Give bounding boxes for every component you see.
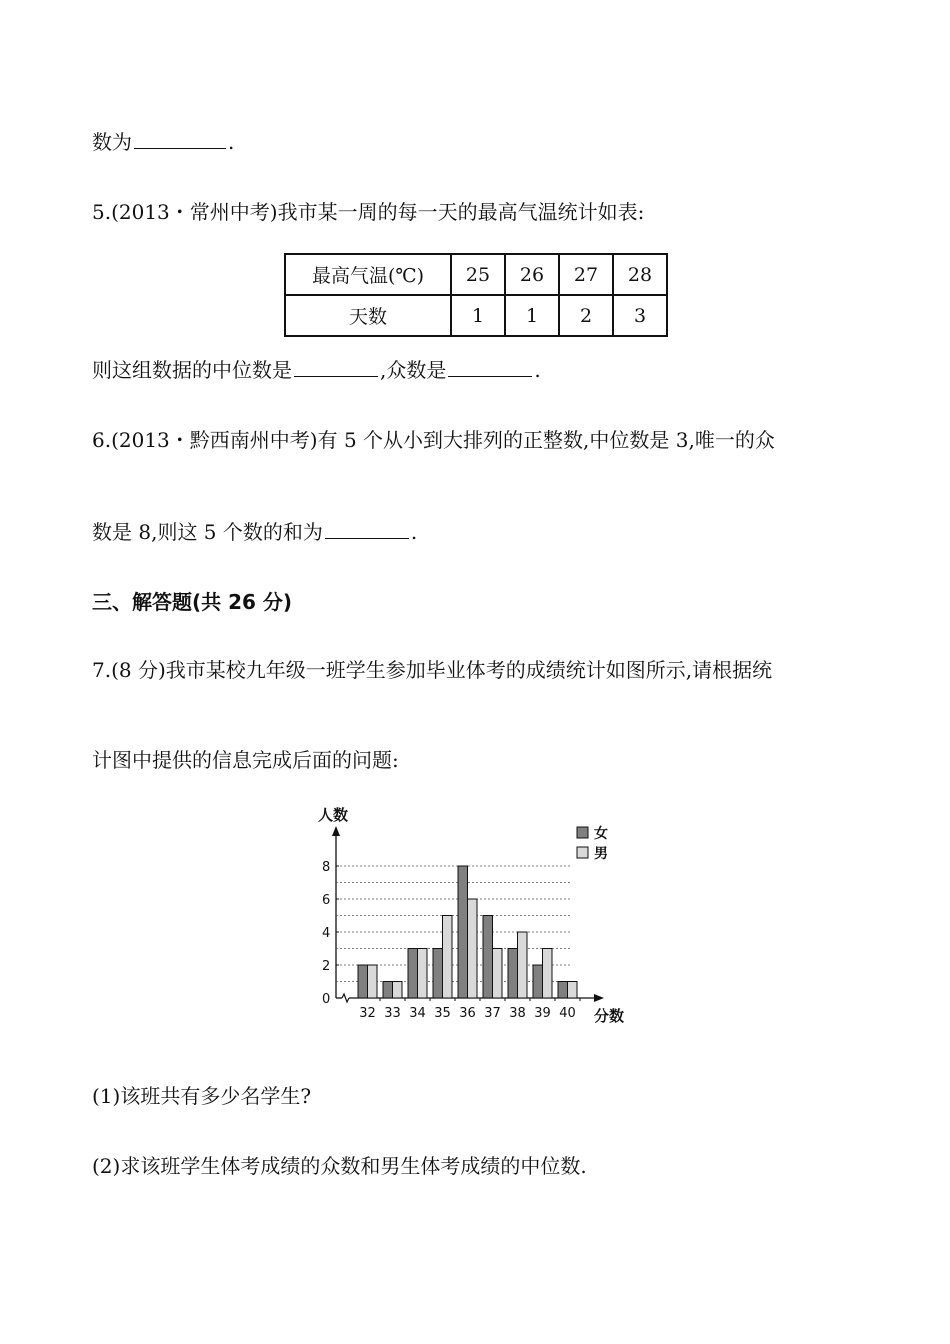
x-axis-label: 分数 [594,1007,625,1025]
days-cell: 1 [451,295,505,336]
y-axis-arrow [332,826,340,836]
table-header-cell: 最高气温(℃) [285,254,451,295]
table-row [285,295,667,336]
y-tick-label: 8 [322,860,331,875]
q6-line1: 6.(2013・黔西南州中考)有 5 个从小到大排列的正整数,中位数是 3,唯一的众 [92,428,775,452]
temp-cell: 28 [613,254,667,295]
bar-male [443,916,453,999]
q7-line2: 计图中提供的信息完成后面的问题: [92,748,399,772]
temp-cell: 27 [559,254,613,295]
x-tick-label: 32 [359,1006,376,1021]
bar-female [483,916,493,999]
score-bar-chart [310,800,640,1030]
y-tick-label: 6 [322,893,331,908]
y-tick-label: 0 [322,992,331,1007]
temp-cell: 25 [451,254,505,295]
table-row [285,254,667,295]
q6-sum-blank[interactable] [325,520,409,539]
q6-line2-end: . [410,520,418,544]
x-tick-label: 33 [384,1006,401,1021]
q4-tail-text: 数为 [92,130,132,154]
q7-sub2: (2)求该班学生体考成绩的众数和男生体考成绩的中位数. [92,1154,587,1178]
q5-stem: 5.(2013・常州中考)我市某一周的每一天的最高气温统计如表: [92,200,645,224]
bar-male [568,982,578,999]
q5-answer-mid: ,众数是 [380,358,447,382]
temperature-table [284,253,668,337]
bar-female [508,949,518,999]
x-tick-label: 39 [534,1006,551,1021]
bar-male [418,949,428,999]
table-row-label: 天数 [285,295,451,336]
bar-male [368,965,378,998]
x-tick-label: 35 [434,1006,451,1021]
q5-answer-prefix: 则这组数据的中位数是 [92,358,292,382]
x-tick-label: 40 [559,1006,576,1021]
bar-female [558,982,568,999]
section-title: 三、解答题(共 26 分) [92,590,293,614]
y-axis-label: 人数 [318,806,349,824]
days-cell: 2 [559,295,613,336]
legend-label-female: 女 [594,826,608,842]
q6-line2 [92,518,417,546]
bar-female [433,949,443,999]
q5-answer-line [92,356,541,384]
bar-male [493,949,503,999]
q6-line2-prefix: 数是 8,则这 5 个数的和为 [92,520,323,544]
bar-male [543,949,553,999]
y-tick-label: 2 [322,959,331,974]
x-tick-label: 34 [409,1006,426,1021]
bar-female [458,866,468,998]
q5-mode-blank[interactable] [448,358,532,377]
days-cell: 3 [613,295,667,336]
bar-male [468,899,478,998]
bar-female [408,949,418,999]
bar-female [383,982,393,999]
legend-swatch-female [577,827,588,838]
q4-answer-blank[interactable] [134,130,226,149]
x-tick-label: 38 [509,1006,526,1021]
x-tick-label: 37 [484,1006,501,1021]
bar-male [393,982,403,999]
q4-tail-end: . [228,130,235,154]
legend-swatch-male [577,847,588,858]
bar-female [533,965,543,998]
q7-line1: 7.(8 分)我市某校九年级一班学生参加毕业体考的成绩统计如图所示,请根据统 [92,658,773,682]
q5-median-blank[interactable] [294,358,378,377]
temp-cell: 26 [505,254,559,295]
q7-sub1: (1)该班共有多少名学生? [92,1084,312,1108]
legend-label-male: 男 [594,846,608,862]
y-tick-label: 4 [322,926,331,941]
q4-answer-line [92,128,234,156]
days-cell: 1 [505,295,559,336]
x-axis-arrow [594,994,604,1002]
x-tick-label: 36 [459,1006,476,1021]
q5-answer-end: . [534,358,541,382]
bar-female [358,965,368,998]
bar-male [518,932,528,998]
axis-break-mark [342,994,349,1002]
